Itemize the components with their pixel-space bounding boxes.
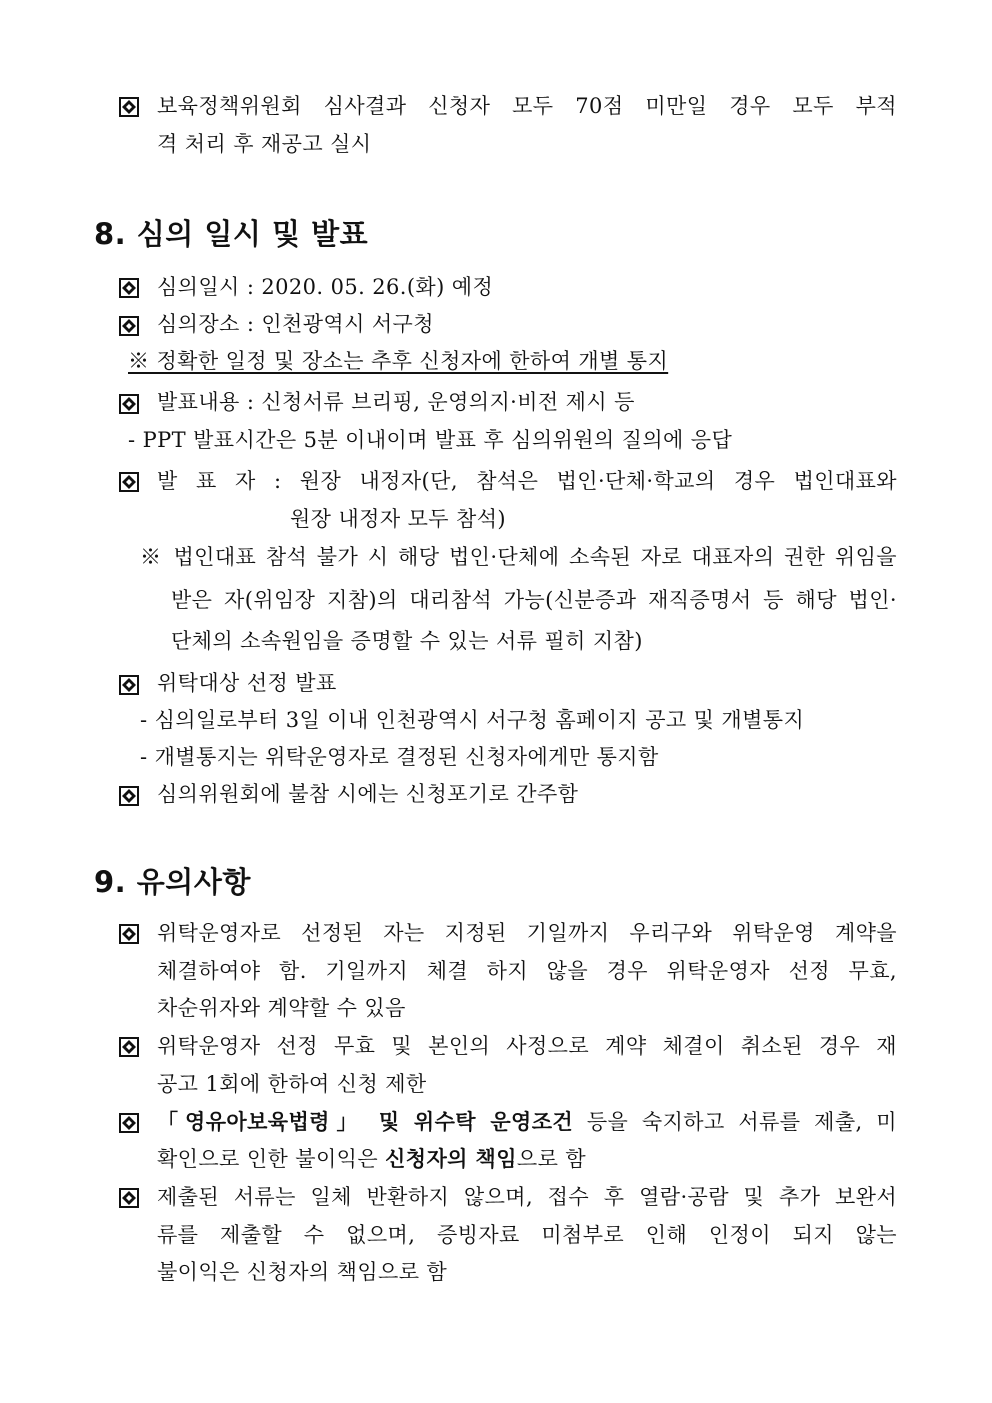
diamond-bullet-icon: [119, 786, 139, 806]
announcement-detail-1: - 심의일로부터 3일 이내 인천광역시 서구청 홈페이지 공고 및 개별통지: [140, 708, 805, 732]
deliberation-date: 심의일시 : 2020. 05. 26.(화) 예정: [157, 275, 494, 299]
diamond-bullet-icon: [119, 1188, 139, 1208]
notice-1-line-1: 위탁운영자로 선정된 자는 지정된 기일까지 우리구와 위탁운영 계약을: [157, 921, 897, 945]
intro-line-2: 격 처리 후 재공고 실시: [157, 132, 372, 156]
diamond-bullet-icon: [119, 394, 139, 414]
diamond-bullet-icon: [119, 97, 139, 117]
notice-4-line-1: 제출된 서류는 일체 반환하지 않으며, 접수 후 열람·공람 및 추가 보완서: [157, 1185, 897, 1209]
presentation-time-note: - PPT 발표시간은 5분 이내이며 발표 후 심의위원의 질의에 응답: [128, 428, 733, 452]
notice-4-line-3: 불이익은 신청자의 책임으로 함: [157, 1260, 448, 1284]
section-9-title: 9. 유의사항: [94, 865, 251, 899]
absence-rule: 심의위원회에 불참 시에는 신청포기로 간주함: [157, 782, 579, 806]
notice-3-text: 등을 숙지하고 서류를 제출, 미: [573, 1110, 897, 1134]
notice-3-text-post: 으로 함: [516, 1147, 587, 1171]
notice-3-text-pre: 확인으로 인한 불이익은: [157, 1147, 386, 1171]
notice-3-line-2: [157, 1143, 586, 1175]
place-notice: ※ 정확한 일정 및 장소는 추후 신청자에 한하여 개별 통지: [128, 349, 669, 373]
notice-4-line-2: 류를 제출할 수 없으며, 증빙자료 미첨부로 인해 인정이 되지 않는: [157, 1223, 897, 1247]
applicant-responsibility-bold: 신청자의 책임: [385, 1147, 517, 1171]
diamond-bullet-icon: [119, 675, 139, 695]
announcement-detail-2: - 개별통지는 위탁운영자로 결정된 신청자에게만 통지함: [140, 745, 659, 769]
proxy-note-line-3: 단체의 소속원임을 증명할 수 있는 서류 필히 지참): [171, 629, 643, 653]
proxy-note-line-2: 받은 자(위임장 지참)의 대리참석 가능(신분증과 재직증명서 등 해당 법인·: [171, 588, 897, 612]
proxy-note-line-1: ※ 법인대표 참석 불가 시 해당 법인·단체에 소속된 자로 대표자의 권한 위임을: [140, 545, 897, 569]
diamond-bullet-icon: [119, 924, 139, 944]
deliberation-place: 심의장소 : 인천광역시 서구청: [157, 312, 434, 336]
diamond-bullet-icon: [119, 316, 139, 336]
diamond-bullet-icon: [119, 278, 139, 298]
section-8-title: 8. 심의 일시 및 발표: [94, 217, 369, 251]
notice-3-line-1: [157, 1106, 897, 1138]
notice-1-line-2: 체결하여야 함. 기일까지 체결 하지 않을 경우 위탁운영자 선정 무효,: [157, 959, 897, 983]
diamond-bullet-icon: [119, 1037, 139, 1057]
selection-announcement: 위탁대상 선정 발표: [157, 671, 337, 695]
presenter-line-1: 발 표 자 : 원장 내정자(단, 참석은 법인·단체·학교의 경우 법인대표와: [157, 469, 897, 493]
intro-line-1: 보육정책위원회 심사결과 신청자 모두 70점 미만일 경우 모두 부적: [157, 94, 897, 118]
notice-2-line-2: 공고 1회에 한하여 신청 제한: [157, 1072, 427, 1096]
notice-1-line-3: 차순위자와 계약할 수 있음: [157, 996, 406, 1020]
presentation-content: 발표내용 : 신청서류 브리핑, 운영의지·비전 제시 등: [157, 390, 635, 414]
diamond-bullet-icon: [119, 472, 139, 492]
notice-2-line-1: 위탁운영자 선정 무효 및 본인의 사정으로 계약 체결이 취소된 경우 재: [157, 1034, 897, 1058]
presenter-line-2: 원장 내정자 모두 참석): [290, 507, 506, 531]
childcare-act-bold: 「영유아보육법령」 및 위수탁 운영조건: [157, 1110, 574, 1134]
diamond-bullet-icon: [119, 1113, 139, 1133]
